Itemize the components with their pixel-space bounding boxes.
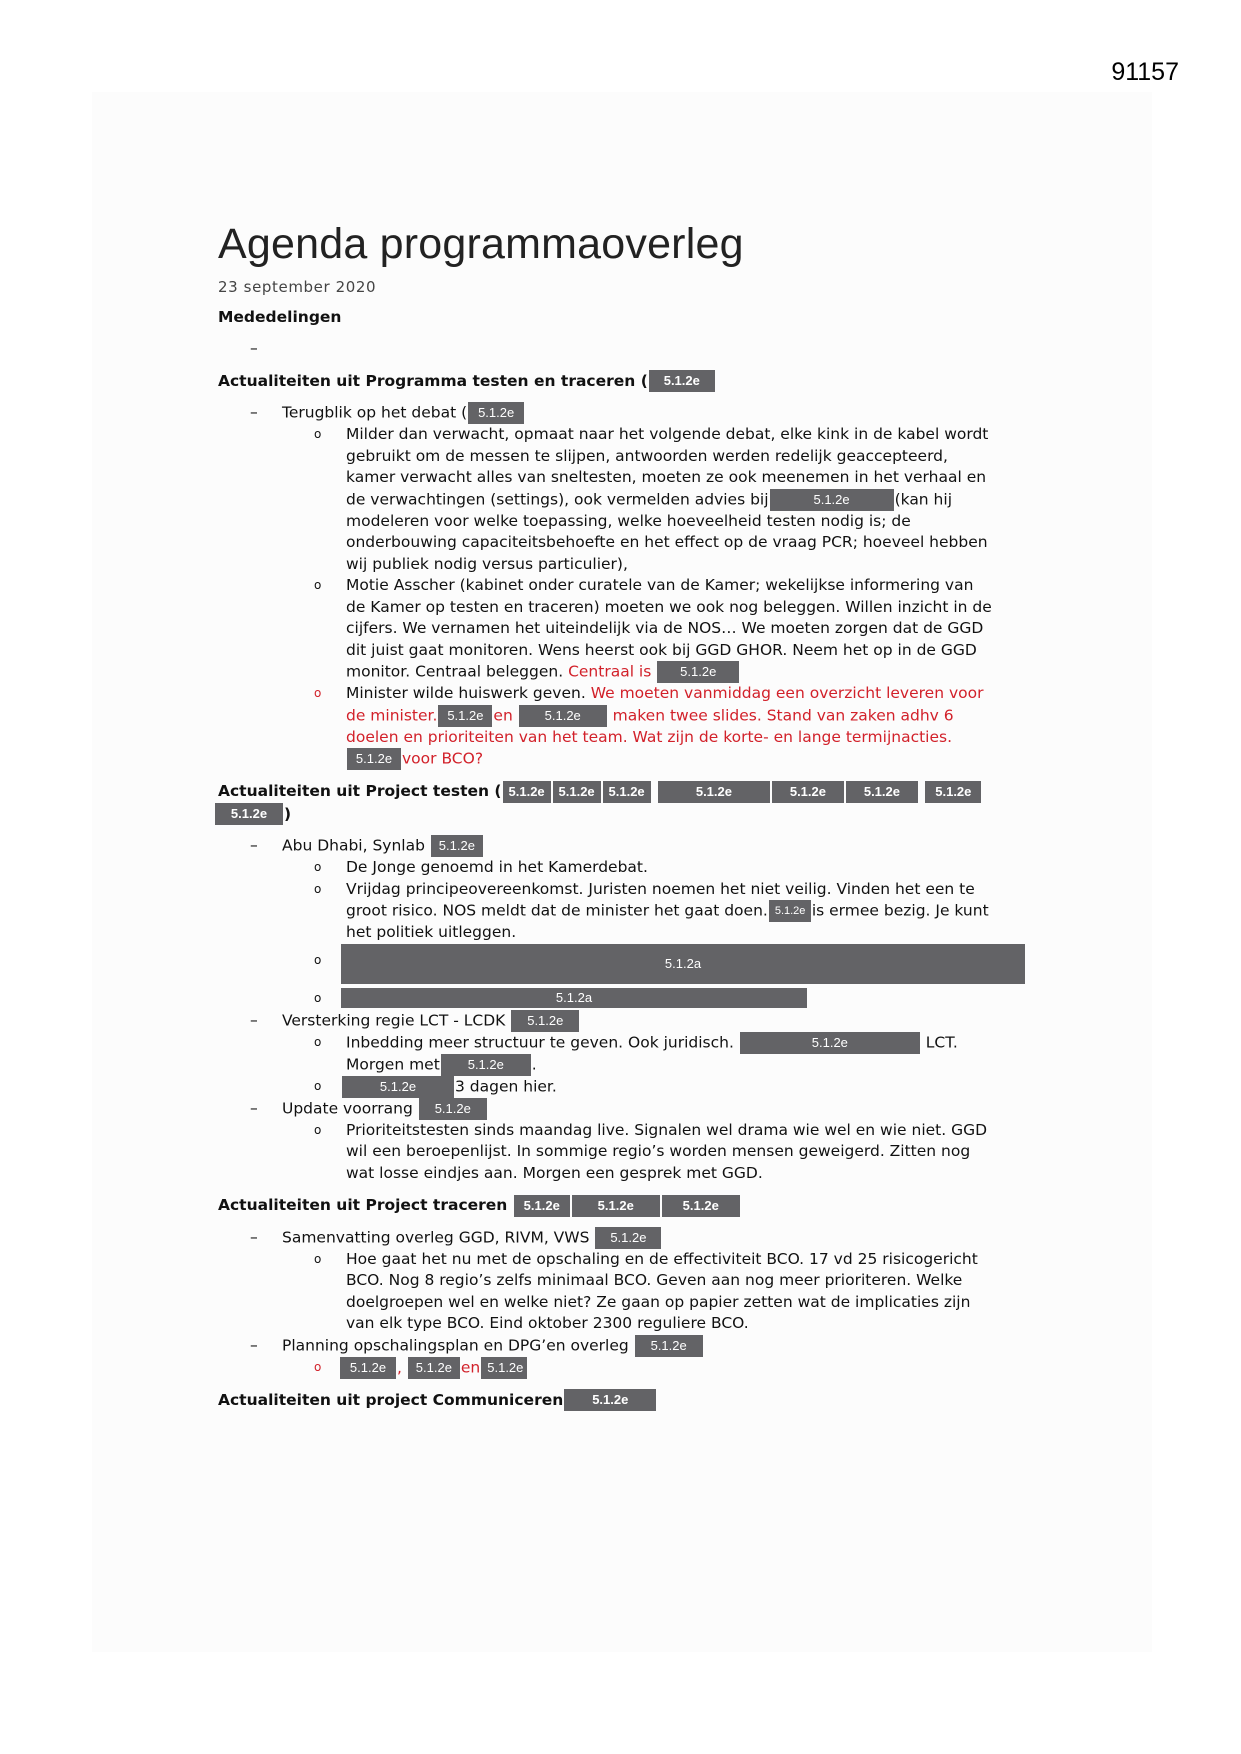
circle-bullet: o bbox=[314, 1122, 322, 1137]
circle-bullet: o bbox=[314, 881, 322, 896]
list-item: o De Jonge genoemd in het Kamerdebat. bbox=[218, 857, 1048, 879]
list-item: – Update voorrang 5.1.2e bbox=[218, 1098, 1048, 1120]
circle-bullet: o bbox=[314, 1034, 322, 1049]
redaction-box: 5.1.2e bbox=[215, 803, 283, 825]
redaction-box: 5.1.2e bbox=[514, 1195, 570, 1217]
redaction-box: 5.1.2e bbox=[340, 1357, 396, 1379]
redaction-box: 5.1.2e bbox=[657, 661, 739, 683]
section-heading-mededelingen: Mededelingen bbox=[218, 308, 342, 327]
list-item bbox=[218, 338, 1048, 360]
redaction-box: 5.1.2e bbox=[662, 1195, 740, 1217]
dash-bullet: – bbox=[250, 339, 258, 358]
redaction-box: 5.1.2e bbox=[740, 1032, 920, 1054]
circle-bullet: o bbox=[314, 860, 322, 875]
document-number: 91157 bbox=[1111, 58, 1179, 86]
redaction-box: 5.1.2e bbox=[564, 1389, 656, 1411]
redaction-box: 5.1.2e bbox=[772, 781, 844, 803]
circle-bullet: o bbox=[314, 1359, 322, 1374]
circle-bullet: o bbox=[314, 1251, 322, 1266]
circle-bullet: o bbox=[314, 1078, 322, 1093]
list-item: – Abu Dhabi, Synlab 5.1.2e bbox=[218, 835, 1048, 857]
redaction-box: 5.1.2e bbox=[408, 1357, 460, 1379]
redaction-box: 5.1.2e bbox=[481, 1357, 527, 1379]
circle-bullet: o bbox=[314, 427, 322, 442]
redaction-box: 5.1.2e bbox=[347, 748, 401, 770]
redaction-box: 5.1.2e bbox=[519, 705, 607, 727]
circle-bullet: o bbox=[314, 578, 322, 593]
document-content bbox=[218, 220, 1048, 1411]
redaction-box: 5.1.2e bbox=[511, 1010, 579, 1032]
redaction-box: 5.1.2e bbox=[846, 781, 918, 803]
list-item: o Milder dan verwacht, opmaat naar het volgende debat, elke kink in de kabel wordt gebruikt om de messen te slijpen, antwoorden werden redelijk geaccepteerd, kamer verwacht alles van sneltesten, moeten ze ook meenemen in het verhaal en de verwachtingen (settings), ook vermelden advies bij 5.1.2e (kan hij modeleren voor welke toepassing, welke hoeveelheid testen nodig is; de onderbouwing capaciteitsbehoefte en het effect op de vraag PCR; hoeveel hebben wij publiek nodig versus particulier), bbox=[314, 425, 989, 573]
redaction-box: 5.1.2e bbox=[769, 900, 811, 922]
section-heading-testen: Actualiteiten uit Project testen ( 5.1.2e 5.1.2e 5.1.2e 5.1.2e 5.1.2e 5.1.2e 5.1.2e bbox=[218, 780, 1048, 803]
redaction-box: 5.1.2e bbox=[441, 1054, 531, 1076]
redaction-box: 5.1.2e bbox=[438, 705, 492, 727]
list-item bbox=[218, 944, 1048, 988]
circle-bullet: o bbox=[314, 990, 322, 1005]
list-item: o Minister wilde huiswerk geven. We moeten vanmiddag een overzicht leveren voor de minister. 5.1.2e en 5.1.2e maken twee slides. Stand van zaken adhv 6 doelen en prioriteiten van het team. Wat zijn de korte- en lange termijnacties. 5.1.2e voor BCO? bbox=[218, 683, 1048, 770]
redaction-box: 5.1.2e bbox=[595, 1227, 661, 1249]
redaction-box: 5.1.2e bbox=[468, 402, 524, 424]
redaction-box: 5.1.2e bbox=[925, 781, 981, 803]
redaction-box: 5.1.2e bbox=[419, 1098, 487, 1120]
document-date: 23 september 2020 bbox=[218, 278, 377, 297]
list-item: – Planning opschalingsplan en DPG’en overleg 5.1.2e bbox=[218, 1335, 1048, 1357]
redaction-box: 5.1.2a bbox=[341, 944, 1025, 984]
circle-bullet: o bbox=[314, 952, 322, 967]
circle-bullet: o bbox=[314, 686, 322, 701]
list-item bbox=[218, 988, 1048, 1010]
redaction-box: 5.1.2e bbox=[553, 781, 601, 803]
redaction-box: 5.1.2e bbox=[431, 835, 483, 857]
list-item: o 5.1.2e 3 dagen hier. bbox=[218, 1076, 1048, 1098]
list-item: – Samenvatting overleg GGD, RIVM, VWS 5.1.2e bbox=[218, 1227, 1048, 1249]
section-heading-programma: Actualiteiten uit Programma testen en traceren ( 5.1.2e bbox=[218, 370, 1048, 393]
redaction-box: 5.1.2e bbox=[770, 489, 894, 511]
redaction-box: 5.1.2e bbox=[635, 1335, 703, 1357]
section-heading-communiceren: Actualiteiten uit project Communiceren 5.1.2e bbox=[218, 1389, 1048, 1412]
list-item: o Inbedding meer structuur te geven. Ook juridisch. 5.1.2e LCT. Morgen met 5.1.2e . bbox=[218, 1032, 1048, 1076]
redaction-box: 5.1.2a bbox=[341, 988, 807, 1008]
redaction-box: 5.1.2e bbox=[342, 1076, 454, 1098]
list-item: o Hoe gaat het nu met de opschaling en de effectiviteit BCO. 17 vd 25 risicogericht BCO. Nog 8 regio’s zelfs minimaal BCO. Geven aan nog meer prioriteren. Welke doelgroepen wel en welke niet? Ze gaan op papier zetten wat de implicaties zijn van elk type BCO. Eind oktober 2300 reguliere BCO. bbox=[314, 1249, 978, 1333]
list-item: o Motie Asscher (kabinet onder curatele van de Kamer; wekelijkse informering van de Kamer op testen en traceren) moeten we ook nog beleggen. Willen inzicht in de cijfers. We vernamen het uiteindelijk via de NOS… We moeten zorgen dat de GGD dit juist gaat monitoren. Wens heerst ook bij GGD GHOR. Neem het op in de GGD monitor. Centraal beleggen. Centraal is 5.1.2e bbox=[218, 575, 1048, 683]
redaction-box: 5.1.2e bbox=[649, 370, 715, 392]
redaction-box: 5.1.2e bbox=[603, 781, 651, 803]
list-item: – Versterking regie LCT - LCDK 5.1.2e bbox=[218, 1010, 1048, 1032]
page-title: Agenda programmaoverleg bbox=[218, 220, 744, 268]
section-heading-testen-cont: 5.1.2e ) bbox=[214, 803, 1048, 826]
list-item: o Vrijdag principeovereenkomst. Juristen noemen het niet veilig. Vinden het een te groot risico. NOS meldt dat de minister het gaat doen. 5.1.2e is ermee bezig. Je kunt het politiek uitleggen. bbox=[314, 879, 989, 942]
list-item: o Prioriteitstesten sinds maandag live. Signalen wel drama wie wel en wie niet. GGD wil een beroepenlijst. In sommige regio’s worden mensen geweigerd. Zitten nog wat losse eindjes aan. Morgen een gesprek met GGD. bbox=[314, 1120, 988, 1182]
redaction-box: 5.1.2e bbox=[503, 781, 551, 803]
redaction-box: 5.1.2e bbox=[658, 781, 770, 803]
list-item: – Terugblik op het debat ( 5.1.2e bbox=[218, 402, 1048, 424]
redaction-box: 5.1.2e bbox=[572, 1195, 660, 1217]
section-heading-traceren: Actualiteiten uit Project traceren 5.1.2e 5.1.2e 5.1.2e bbox=[218, 1194, 1048, 1217]
list-item: o 5.1.2e , 5.1.2e en 5.1.2e bbox=[218, 1357, 1048, 1379]
